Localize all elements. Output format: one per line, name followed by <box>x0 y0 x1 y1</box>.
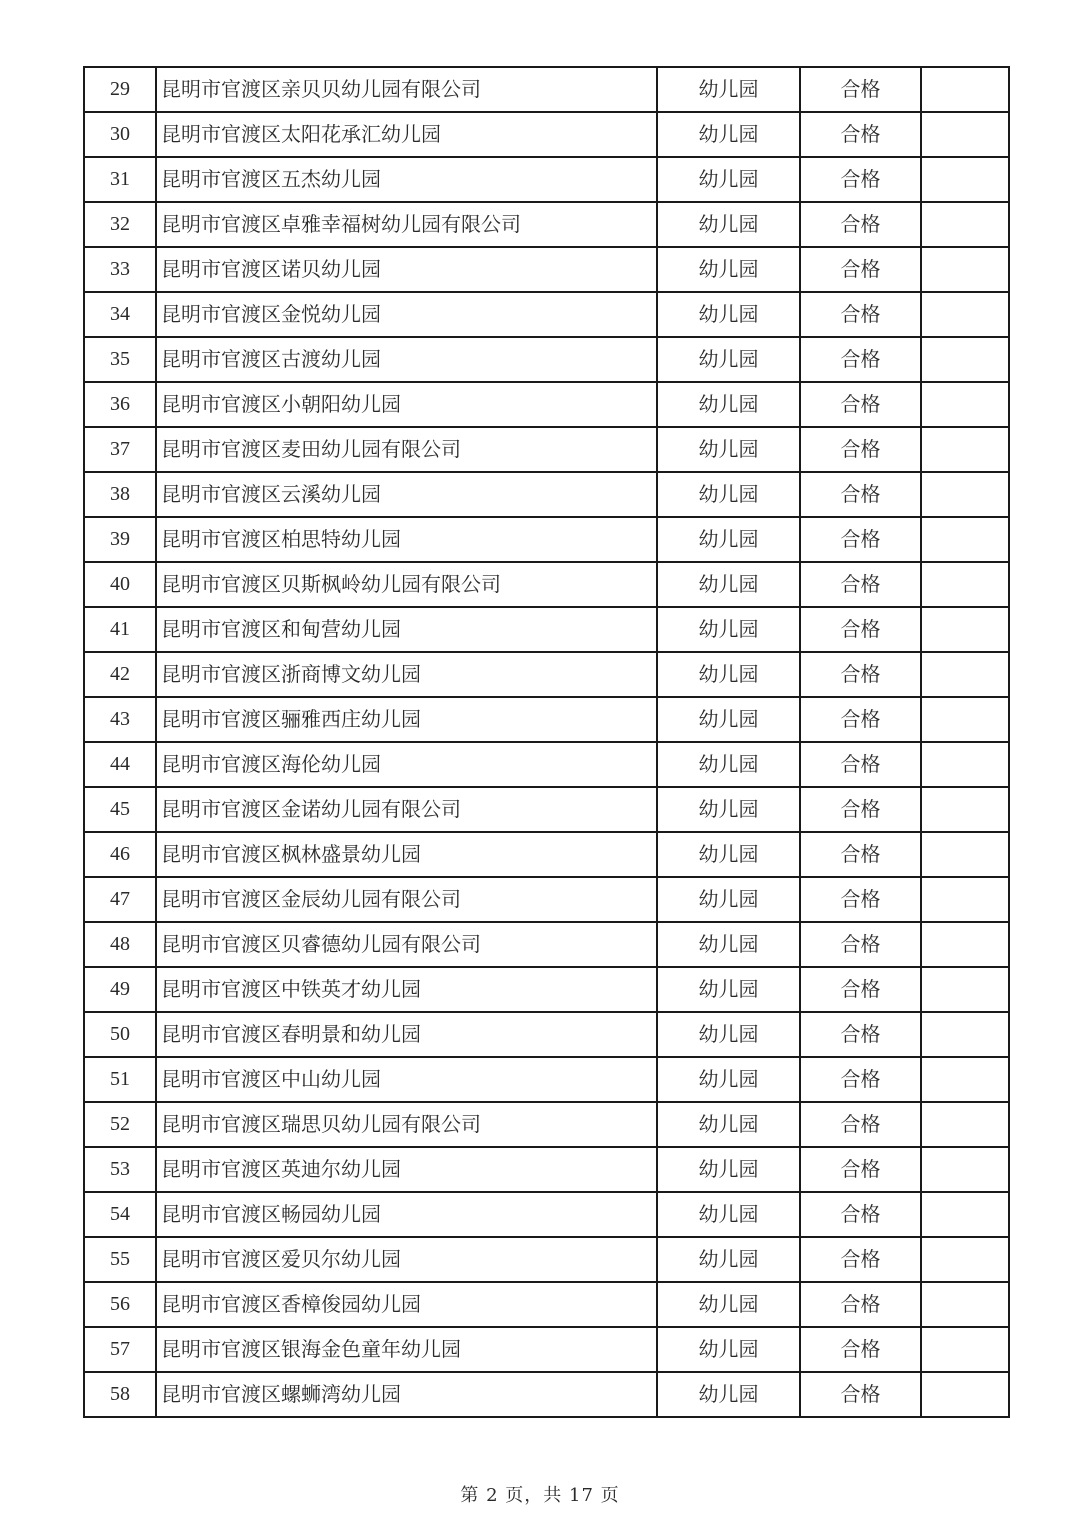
remark-cell <box>921 1012 1009 1057</box>
row-number-cell: 42 <box>84 652 156 697</box>
row-number-cell: 30 <box>84 112 156 157</box>
institution-name-cell: 昆明市官渡区瑞思贝幼儿园有限公司 <box>156 1102 657 1147</box>
row-number-cell: 52 <box>84 1102 156 1147</box>
remark-cell <box>921 832 1009 877</box>
institution-type-cell: 幼儿园 <box>657 607 800 652</box>
institution-name-cell: 昆明市官渡区银海金色童年幼儿园 <box>156 1327 657 1372</box>
remark-cell <box>921 67 1009 112</box>
institution-type-cell: 幼儿园 <box>657 1192 800 1237</box>
institution-name-cell: 昆明市官渡区金诺幼儿园有限公司 <box>156 787 657 832</box>
row-number-cell: 45 <box>84 787 156 832</box>
institution-name-cell: 昆明市官渡区中山幼儿园 <box>156 1057 657 1102</box>
remark-cell <box>921 472 1009 517</box>
institution-type-cell: 幼儿园 <box>657 517 800 562</box>
institution-type-cell: 幼儿园 <box>657 1102 800 1147</box>
remark-cell <box>921 382 1009 427</box>
row-number-cell: 47 <box>84 877 156 922</box>
institution-type-cell: 幼儿园 <box>657 922 800 967</box>
table-row <box>84 247 1009 292</box>
page-footer <box>0 1481 1080 1507</box>
table-row <box>84 1237 1009 1282</box>
inspection-result-cell: 合格 <box>800 517 921 562</box>
table-row <box>84 832 1009 877</box>
row-number-cell: 53 <box>84 1147 156 1192</box>
institution-name-cell: 昆明市官渡区柏思特幼儿园 <box>156 517 657 562</box>
remark-cell <box>921 652 1009 697</box>
institution-name-cell: 昆明市官渡区贝睿德幼儿园有限公司 <box>156 922 657 967</box>
table-row <box>84 1147 1009 1192</box>
table-row <box>84 742 1009 787</box>
row-number-cell: 34 <box>84 292 156 337</box>
row-number-cell: 35 <box>84 337 156 382</box>
table-row <box>84 382 1009 427</box>
row-number-cell: 40 <box>84 562 156 607</box>
institution-type-cell: 幼儿园 <box>657 247 800 292</box>
inspection-result-cell: 合格 <box>800 427 921 472</box>
table-row <box>84 967 1009 1012</box>
row-number-cell: 58 <box>84 1372 156 1417</box>
remark-cell <box>921 1327 1009 1372</box>
row-number-cell: 31 <box>84 157 156 202</box>
institution-type-cell: 幼儿园 <box>657 967 800 1012</box>
institution-name-cell: 昆明市官渡区云溪幼儿园 <box>156 472 657 517</box>
inspection-result-cell: 合格 <box>800 1192 921 1237</box>
inspection-result-cell: 合格 <box>800 292 921 337</box>
table-row <box>84 922 1009 967</box>
institution-name-cell: 昆明市官渡区诺贝幼儿园 <box>156 247 657 292</box>
remark-cell <box>921 1372 1009 1417</box>
table-row <box>84 517 1009 562</box>
remark-cell <box>921 787 1009 832</box>
institution-type-cell: 幼儿园 <box>657 157 800 202</box>
inspection-result-cell: 合格 <box>800 157 921 202</box>
inspection-result-cell: 合格 <box>800 382 921 427</box>
institution-type-cell: 幼儿园 <box>657 742 800 787</box>
page-number-text: 第 2 页，共 17 页 <box>460 1485 620 1506</box>
institution-name-cell: 昆明市官渡区金悦幼儿园 <box>156 292 657 337</box>
institution-name-cell: 昆明市官渡区英迪尔幼儿园 <box>156 1147 657 1192</box>
institution-type-cell: 幼儿园 <box>657 1372 800 1417</box>
institution-name-cell: 昆明市官渡区古渡幼儿园 <box>156 337 657 382</box>
inspection-results-table <box>83 66 1010 1418</box>
remark-cell <box>921 697 1009 742</box>
inspection-result-cell: 合格 <box>800 1102 921 1147</box>
table-row <box>84 697 1009 742</box>
inspection-result-cell: 合格 <box>800 1147 921 1192</box>
row-number-cell: 49 <box>84 967 156 1012</box>
row-number-cell: 33 <box>84 247 156 292</box>
remark-cell <box>921 112 1009 157</box>
remark-cell <box>921 1192 1009 1237</box>
inspection-result-cell: 合格 <box>800 877 921 922</box>
remark-cell <box>921 202 1009 247</box>
remark-cell <box>921 877 1009 922</box>
remark-cell <box>921 1282 1009 1327</box>
institution-type-cell: 幼儿园 <box>657 292 800 337</box>
institution-type-cell: 幼儿园 <box>657 832 800 877</box>
table-row <box>84 877 1009 922</box>
row-number-cell: 56 <box>84 1282 156 1327</box>
remark-cell <box>921 292 1009 337</box>
inspection-result-cell: 合格 <box>800 112 921 157</box>
row-number-cell: 32 <box>84 202 156 247</box>
row-number-cell: 46 <box>84 832 156 877</box>
institution-name-cell: 昆明市官渡区太阳花承汇幼儿园 <box>156 112 657 157</box>
inspection-result-cell: 合格 <box>800 742 921 787</box>
row-number-cell: 57 <box>84 1327 156 1372</box>
institution-name-cell: 昆明市官渡区畅园幼儿园 <box>156 1192 657 1237</box>
row-number-cell: 50 <box>84 1012 156 1057</box>
inspection-result-cell: 合格 <box>800 1372 921 1417</box>
inspection-result-cell: 合格 <box>800 697 921 742</box>
institution-type-cell: 幼儿园 <box>657 1012 800 1057</box>
institution-name-cell: 昆明市官渡区中铁英才幼儿园 <box>156 967 657 1012</box>
inspection-result-cell: 合格 <box>800 967 921 1012</box>
row-number-cell: 38 <box>84 472 156 517</box>
table-row <box>84 337 1009 382</box>
table-row <box>84 1192 1009 1237</box>
inspection-result-cell: 合格 <box>800 67 921 112</box>
institution-type-cell: 幼儿园 <box>657 1147 800 1192</box>
institution-type-cell: 幼儿园 <box>657 697 800 742</box>
remark-cell <box>921 562 1009 607</box>
table-row <box>84 472 1009 517</box>
institution-name-cell: 昆明市官渡区亲贝贝幼儿园有限公司 <box>156 67 657 112</box>
row-number-cell: 55 <box>84 1237 156 1282</box>
institution-name-cell: 昆明市官渡区金辰幼儿园有限公司 <box>156 877 657 922</box>
remark-cell <box>921 1147 1009 1192</box>
inspection-result-cell: 合格 <box>800 247 921 292</box>
table-row <box>84 787 1009 832</box>
inspection-result-cell: 合格 <box>800 1282 921 1327</box>
remark-cell <box>921 517 1009 562</box>
institution-name-cell: 昆明市官渡区香樟俊园幼儿园 <box>156 1282 657 1327</box>
remark-cell <box>921 157 1009 202</box>
institution-name-cell: 昆明市官渡区麦田幼儿园有限公司 <box>156 427 657 472</box>
institution-name-cell: 昆明市官渡区螺蛳湾幼儿园 <box>156 1372 657 1417</box>
institution-type-cell: 幼儿园 <box>657 562 800 607</box>
institution-type-cell: 幼儿园 <box>657 202 800 247</box>
inspection-result-cell: 合格 <box>800 202 921 247</box>
institution-name-cell: 昆明市官渡区小朝阳幼儿园 <box>156 382 657 427</box>
institution-name-cell: 昆明市官渡区浙商博文幼儿园 <box>156 652 657 697</box>
table-row <box>84 562 1009 607</box>
row-number-cell: 39 <box>84 517 156 562</box>
institution-name-cell: 昆明市官渡区五杰幼儿园 <box>156 157 657 202</box>
inspection-result-cell: 合格 <box>800 1237 921 1282</box>
table-row <box>84 112 1009 157</box>
remark-cell <box>921 1057 1009 1102</box>
institution-type-cell: 幼儿园 <box>657 472 800 517</box>
table-row <box>84 1012 1009 1057</box>
table-row <box>84 67 1009 112</box>
row-number-cell: 36 <box>84 382 156 427</box>
table-body <box>84 67 1009 1417</box>
row-number-cell: 54 <box>84 1192 156 1237</box>
institution-type-cell: 幼儿园 <box>657 652 800 697</box>
inspection-result-cell: 合格 <box>800 562 921 607</box>
remark-cell <box>921 337 1009 382</box>
institution-type-cell: 幼儿园 <box>657 112 800 157</box>
inspection-result-cell: 合格 <box>800 787 921 832</box>
institution-type-cell: 幼儿园 <box>657 1327 800 1372</box>
institution-name-cell: 昆明市官渡区贝斯枫岭幼儿园有限公司 <box>156 562 657 607</box>
institution-type-cell: 幼儿园 <box>657 877 800 922</box>
inspection-result-cell: 合格 <box>800 472 921 517</box>
institution-type-cell: 幼儿园 <box>657 787 800 832</box>
row-number-cell: 43 <box>84 697 156 742</box>
institution-name-cell: 昆明市官渡区爱贝尔幼儿园 <box>156 1237 657 1282</box>
institution-type-cell: 幼儿园 <box>657 337 800 382</box>
remark-cell <box>921 1237 1009 1282</box>
table-row <box>84 607 1009 652</box>
remark-cell <box>921 967 1009 1012</box>
remark-cell <box>921 607 1009 652</box>
row-number-cell: 37 <box>84 427 156 472</box>
remark-cell <box>921 247 1009 292</box>
institution-type-cell: 幼儿园 <box>657 427 800 472</box>
remark-cell <box>921 427 1009 472</box>
table-row <box>84 1057 1009 1102</box>
institution-type-cell: 幼儿园 <box>657 382 800 427</box>
institution-type-cell: 幼儿园 <box>657 67 800 112</box>
row-number-cell: 44 <box>84 742 156 787</box>
table-row <box>84 157 1009 202</box>
institution-name-cell: 昆明市官渡区枫林盛景幼儿园 <box>156 832 657 877</box>
row-number-cell: 29 <box>84 67 156 112</box>
institution-name-cell: 昆明市官渡区和甸营幼儿园 <box>156 607 657 652</box>
inspection-result-cell: 合格 <box>800 607 921 652</box>
row-number-cell: 51 <box>84 1057 156 1102</box>
table-row <box>84 1372 1009 1417</box>
inspection-result-cell: 合格 <box>800 1012 921 1057</box>
table-row <box>84 652 1009 697</box>
table-row <box>84 202 1009 247</box>
institution-type-cell: 幼儿园 <box>657 1237 800 1282</box>
institution-name-cell: 昆明市官渡区春明景和幼儿园 <box>156 1012 657 1057</box>
table-row <box>84 427 1009 472</box>
table-row <box>84 292 1009 337</box>
inspection-result-cell: 合格 <box>800 652 921 697</box>
remark-cell <box>921 742 1009 787</box>
table-row <box>84 1102 1009 1147</box>
institution-name-cell: 昆明市官渡区卓雅幸福树幼儿园有限公司 <box>156 202 657 247</box>
institution-type-cell: 幼儿园 <box>657 1282 800 1327</box>
inspection-result-cell: 合格 <box>800 832 921 877</box>
row-number-cell: 48 <box>84 922 156 967</box>
institution-name-cell: 昆明市官渡区海伦幼儿园 <box>156 742 657 787</box>
row-number-cell: 41 <box>84 607 156 652</box>
remark-cell <box>921 1102 1009 1147</box>
inspection-result-cell: 合格 <box>800 337 921 382</box>
institution-name-cell: 昆明市官渡区骊雅西庄幼儿园 <box>156 697 657 742</box>
inspection-result-cell: 合格 <box>800 1057 921 1102</box>
inspection-result-cell: 合格 <box>800 1327 921 1372</box>
inspection-result-cell: 合格 <box>800 922 921 967</box>
institution-type-cell: 幼儿园 <box>657 1057 800 1102</box>
remark-cell <box>921 922 1009 967</box>
table-row <box>84 1327 1009 1372</box>
table-row <box>84 1282 1009 1327</box>
